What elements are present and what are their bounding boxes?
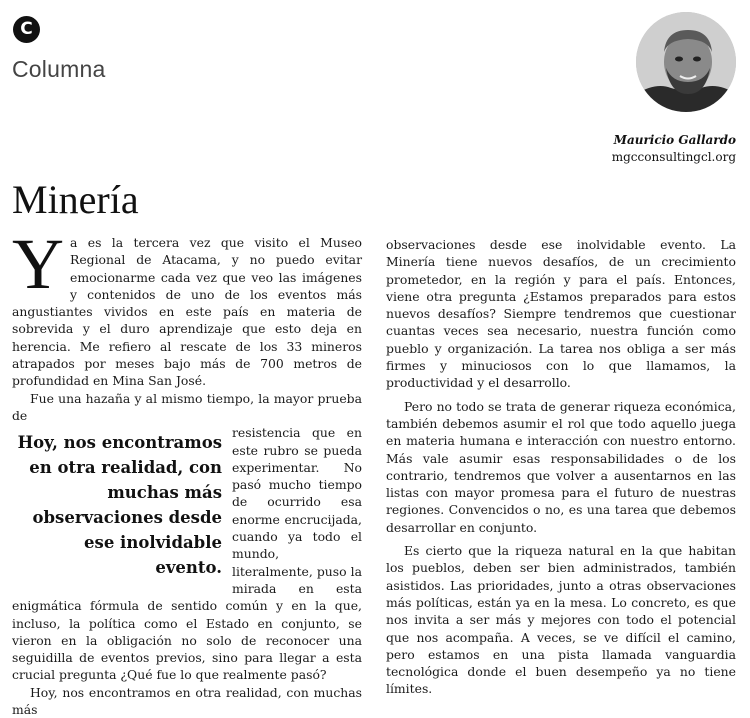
article-paragraph: Hoy, nos encontramos en otra realidad, con muchas más — [12, 684, 362, 718]
column-badge: C — [13, 16, 40, 43]
author-website: mgcconsultingcl.org — [611, 150, 736, 164]
article-title: Minería — [12, 177, 139, 222]
author-photo — [636, 12, 736, 112]
article-paragraph: Es cierto que la riqueza natural en la que habitan los pueblos, deben ser bien administrados, también asistidos. Las prioridades, junto a otras observaciones más políticas, están ya en la mesa. Lo concreto, es que nos invita a ser más y mejores con todo el potencial que nos acompaña. A veces, se ve difícil el camino, pero estamos en una pista llamada vanguardia tecnológica donde el buen desempeño ya no tiene límites. — [386, 543, 736, 697]
pull-quote: Hoy, nos encontramos en otra realidad, con muchas más observaciones desde ese inolvidable evento. — [17, 433, 222, 578]
paragraph-text: resistencia que en este rubro se pueda experimentar. No pasó mucho tiempo de ocurrido esa enorme encrucijada, cuando ya todo el mundo, literalmente, puso la mirada en esta enigmática fórmula de sentido común y en la que, incluso, la política como el Estado en conjunto, se vieron en la obligación no solo de reconocer una seguidilla de eventos previos, sino para llegar a esta crucial pregunta ¿Qué fue lo que realmente pasó? — [12, 425, 362, 683]
article-paragraph: Fue una hazaña y al mismo tiempo, la mayor prueba de — [12, 390, 362, 423]
author-portrait-icon — [636, 12, 736, 112]
section-label: Columna — [12, 56, 106, 82]
article-paragraph — [12, 424, 362, 683]
article-paragraph — [12, 224, 362, 390]
article-column-left — [12, 224, 362, 718]
drop-cap: Y — [12, 224, 64, 304]
article-paragraph: Pero no todo se trata de generar riqueza económica, también debemos asumir el rol que todo aquello juega en materia humana e interacción con nuestro entorno. Más vale asumir esas responsabilidades o de los contrario, tendremos que volver a ausentarnos en las listas con mayor promesa para el futuro de nuestras regiones. Convencidos o no, es una tarea que debemos desarrollar en conjunto. — [386, 398, 736, 535]
article-column-right — [386, 236, 736, 698]
paragraph-text: a es la tercera vez que visito el Museo Regional de Atacama, y no puedo evitar emocionarme cada vez que veo las imágenes y contenidos de uno de los eventos más angustiantes vividos en este país en materia de sobrevida y el duro aprendizaje que esto deja en herencia. Me refiero al rescate de los 33 mineros atrapados por meses bajo más de 700 metros de profundidad en Mina San José. — [12, 235, 362, 389]
author-name: Mauricio Gallardo — [613, 133, 736, 147]
article-paragraph: observaciones desde ese inolvidable evento. La Minería tiene nuevos desafíos, de un crecimiento prometedor, en la región y para el país. Entonces, viene otra pregunta ¿Estamos preparados para estos nuevos desafíos? Siempre tendremos que cuestionar cuantas veces sea necesario, nuestra función como pueblo y organización. La tarea nos obliga a ser más firmes y minuciosos con lo que llamamos, la productividad y el desarrollo. — [386, 237, 736, 391]
author-byline — [612, 132, 736, 166]
